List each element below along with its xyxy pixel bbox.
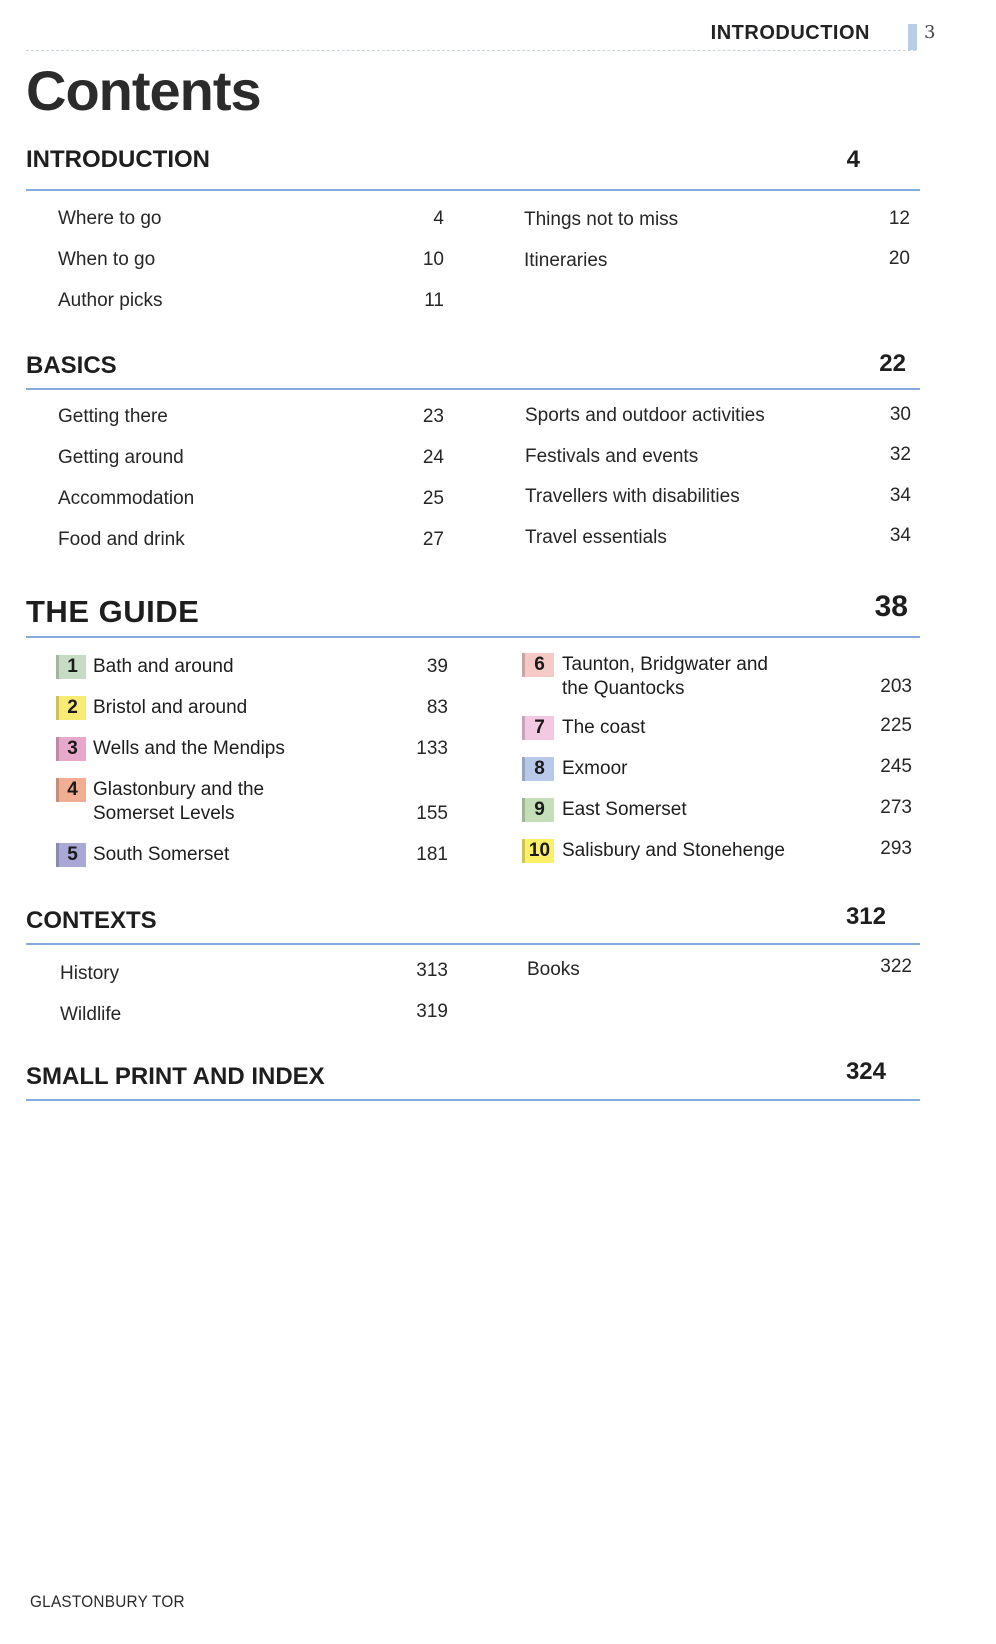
chapter-page: 39 xyxy=(426,656,448,677)
chapter-title[interactable]: South Somerset xyxy=(93,844,230,865)
toc-entry-page: 32 xyxy=(889,444,911,465)
section-rule-basics xyxy=(26,388,920,390)
toc-entry-page: 4 xyxy=(433,208,444,229)
toc-entry-page: 34 xyxy=(889,525,911,546)
chapter-title-line2[interactable]: Somerset Levels xyxy=(93,803,235,824)
section-title-smallprint[interactable]: SMALL PRINT AND INDEX xyxy=(26,1063,325,1090)
chapter-title[interactable]: Glastonbury and the xyxy=(93,779,265,800)
toc-entry-page: 313 xyxy=(416,960,448,981)
toc-entry-label[interactable]: Accommodation xyxy=(58,488,195,509)
toc-entry-label[interactable]: Travellers with disabilities xyxy=(525,486,740,507)
chapter-title[interactable]: East Somerset xyxy=(562,799,687,820)
section-page-smallprint: 324 xyxy=(845,1058,886,1085)
toc-entry-label[interactable]: Where to go xyxy=(58,208,162,229)
page-title: Contents xyxy=(26,59,261,122)
section-rule-guide xyxy=(26,636,920,638)
section-rule-introduction xyxy=(26,189,920,191)
toc-entry-label[interactable]: Festivals and events xyxy=(525,446,699,467)
chapter-number-badge: 10 xyxy=(522,839,554,863)
toc-entry-label[interactable]: Getting there xyxy=(58,406,168,427)
toc-entry-page: 25 xyxy=(422,488,444,509)
photo-caption: GLASTONBURY TOR xyxy=(30,1592,185,1611)
toc-entry-page: 12 xyxy=(888,208,910,229)
section-rule-smallprint xyxy=(26,1099,920,1101)
chapter-number-badge: 6 xyxy=(522,653,554,677)
toc-entry-page: 23 xyxy=(422,406,444,427)
section-title-basics[interactable]: BASICS xyxy=(26,352,117,379)
section-title-contexts[interactable]: CONTEXTS xyxy=(26,907,157,934)
section-rule-contexts xyxy=(26,943,920,945)
section-page-basics: 22 xyxy=(879,350,906,377)
toc-entry-label[interactable]: Author picks xyxy=(58,290,163,311)
toc-entry-label[interactable]: Sports and outdoor activities xyxy=(525,405,765,426)
toc-entry-label[interactable]: Books xyxy=(527,959,580,980)
toc-entry-page: 10 xyxy=(422,249,444,270)
toc-entry-label[interactable]: Wildlife xyxy=(60,1004,122,1025)
chapter-number-badge: 1 xyxy=(56,655,86,679)
running-header-bar xyxy=(908,24,917,50)
chapter-title[interactable]: The coast xyxy=(562,717,646,738)
chapter-title-line2[interactable]: the Quantocks xyxy=(562,678,685,699)
section-page-guide: 38 xyxy=(874,590,908,623)
chapter-number-badge: 2 xyxy=(56,696,86,720)
chapter-number-badge: 4 xyxy=(56,778,86,802)
chapter-number-badge: 5 xyxy=(56,843,86,867)
chapter-number-badge: 7 xyxy=(522,716,554,740)
running-header-section: INTRODUCTION xyxy=(710,22,870,44)
chapter-title[interactable]: Wells and the Mendips xyxy=(93,738,285,759)
chapter-page: 155 xyxy=(416,803,448,824)
chapter-title[interactable]: Bristol and around xyxy=(93,697,248,718)
toc-entry-label[interactable]: History xyxy=(60,963,120,984)
chapter-number-badge: 9 xyxy=(522,798,554,822)
chapter-page: 181 xyxy=(416,844,448,865)
chapter-page: 133 xyxy=(416,738,448,759)
toc-entry-label[interactable]: Food and drink xyxy=(58,529,185,550)
chapter-page: 245 xyxy=(880,756,912,777)
chapter-title[interactable]: Exmoor xyxy=(562,758,628,779)
section-title-introduction[interactable]: INTRODUCTION xyxy=(26,146,210,173)
toc-entry-label[interactable]: Things not to miss xyxy=(524,209,679,230)
running-header-page-number: 3 xyxy=(924,22,936,43)
section-page-introduction: 4 xyxy=(846,146,860,173)
toc-entry-page: 322 xyxy=(880,956,912,977)
chapter-page: 203 xyxy=(880,676,912,697)
toc-entry-label[interactable]: When to go xyxy=(58,249,156,270)
toc-entry-page: 319 xyxy=(416,1001,448,1022)
toc-entry-page: 30 xyxy=(889,404,911,425)
chapter-title[interactable]: Bath and around xyxy=(93,656,234,677)
toc-entry-page: 24 xyxy=(422,447,444,468)
chapter-title[interactable]: Taunton, Bridgwater and xyxy=(562,654,768,675)
chapter-page: 225 xyxy=(880,715,912,736)
toc-entry-page: 11 xyxy=(424,290,444,311)
chapter-page: 293 xyxy=(880,838,912,859)
chapter-page: 273 xyxy=(880,797,912,818)
toc-entry-page: 34 xyxy=(889,485,911,506)
chapter-number-badge: 8 xyxy=(522,757,554,781)
section-page-contexts: 312 xyxy=(845,903,886,930)
chapter-number-badge: 3 xyxy=(56,737,86,761)
chapter-page: 83 xyxy=(426,697,448,718)
toc-entry-label[interactable]: Travel essentials xyxy=(525,527,667,548)
toc-entry-page: 27 xyxy=(422,529,444,550)
toc-entry-label[interactable]: Getting around xyxy=(58,447,184,468)
chapter-title[interactable]: Salisbury and Stonehenge xyxy=(562,840,785,861)
header-divider xyxy=(26,50,916,51)
section-title-guide[interactable]: THE GUIDE xyxy=(26,594,200,629)
toc-entry-label[interactable]: Itineraries xyxy=(524,250,608,271)
toc-entry-page: 20 xyxy=(888,248,910,269)
